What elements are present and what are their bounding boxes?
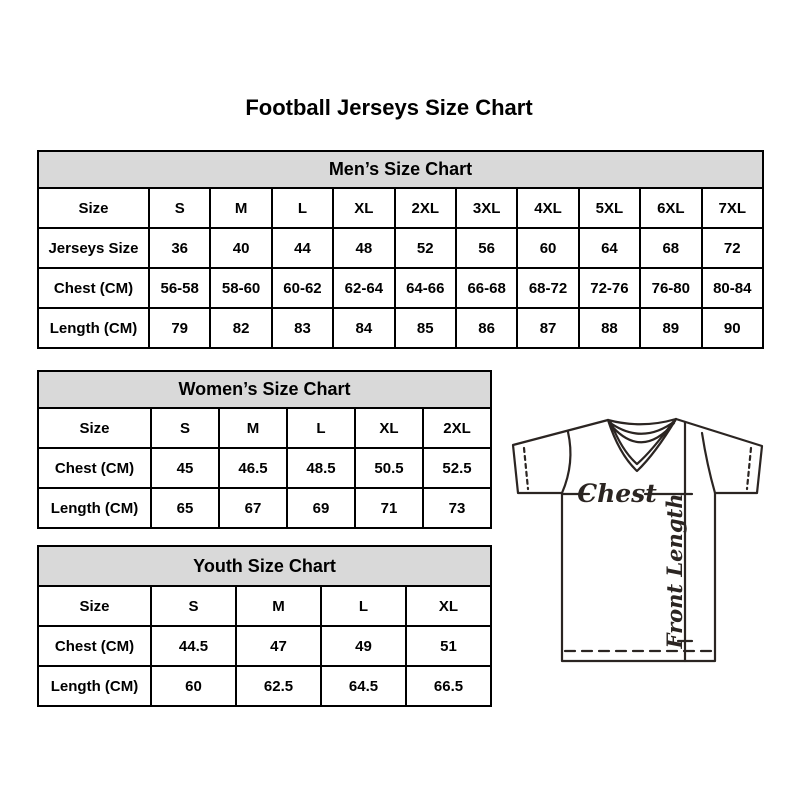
value-cell: 48.5: [287, 448, 355, 488]
value-cell: 84: [333, 308, 394, 348]
value-cell: 44.5: [151, 626, 236, 666]
value-cell: 62-64: [333, 268, 394, 308]
value-cell: 66-68: [456, 268, 517, 308]
table-row: [38, 626, 491, 666]
value-cell: M: [210, 188, 271, 228]
value-cell: M: [236, 586, 321, 626]
jersey-armhole-right-seam: [702, 433, 715, 493]
jersey-measurement-diagram: [505, 413, 771, 667]
row-label-cell: Length (CM): [38, 308, 149, 348]
value-cell: 44: [272, 228, 333, 268]
value-cell: 72-76: [579, 268, 640, 308]
row-label-cell: Size: [38, 188, 149, 228]
row-label-cell: Size: [38, 408, 151, 448]
table-row: [38, 666, 491, 706]
value-cell: 56-58: [149, 268, 210, 308]
row-label-cell: Chest (CM): [38, 626, 151, 666]
value-cell: 58-60: [210, 268, 271, 308]
value-cell: 76-80: [640, 268, 701, 308]
value-cell: 2XL: [395, 188, 456, 228]
value-cell: 5XL: [579, 188, 640, 228]
table-row: [38, 408, 491, 448]
value-cell: 69: [287, 488, 355, 528]
value-cell: 85: [395, 308, 456, 348]
chest-label: Chest: [577, 479, 657, 508]
value-cell: 62.5: [236, 666, 321, 706]
value-cell: 3XL: [456, 188, 517, 228]
value-cell: L: [287, 408, 355, 448]
value-cell: XL: [355, 408, 423, 448]
table-row: [38, 488, 491, 528]
value-cell: 45: [151, 448, 219, 488]
value-cell: 56: [456, 228, 517, 268]
value-cell: 87: [517, 308, 578, 348]
value-cell: 68: [640, 228, 701, 268]
value-cell: 82: [210, 308, 271, 348]
womens-size-table: [37, 370, 492, 529]
table-title: Men’s Size Chart: [38, 151, 763, 188]
jersey-armhole-left-seam: [562, 432, 570, 493]
value-cell: L: [321, 586, 406, 626]
value-cell: 52: [395, 228, 456, 268]
front-length-label: Front Length: [662, 493, 687, 649]
value-cell: 64-66: [395, 268, 456, 308]
value-cell: 2XL: [423, 408, 491, 448]
value-cell: 36: [149, 228, 210, 268]
value-cell: 66.5: [406, 666, 491, 706]
row-label-cell: Chest (CM): [38, 268, 149, 308]
row-label-cell: Length (CM): [38, 488, 151, 528]
value-cell: 68-72: [517, 268, 578, 308]
value-cell: M: [219, 408, 287, 448]
table-row: [38, 228, 763, 268]
row-label-cell: Size: [38, 586, 151, 626]
value-cell: 65: [151, 488, 219, 528]
value-cell: 64.5: [321, 666, 406, 706]
mens-size-table: [37, 150, 764, 349]
value-cell: 4XL: [517, 188, 578, 228]
table-title: Women’s Size Chart: [38, 371, 491, 408]
value-cell: 7XL: [702, 188, 763, 228]
value-cell: 51: [406, 626, 491, 666]
value-cell: 67: [219, 488, 287, 528]
value-cell: 60: [151, 666, 236, 706]
sleeve-cuff-dash-right: [747, 448, 751, 489]
value-cell: 52.5: [423, 448, 491, 488]
value-cell: 60-62: [272, 268, 333, 308]
value-cell: 48: [333, 228, 394, 268]
row-label-cell: Chest (CM): [38, 448, 151, 488]
jersey-outline: [513, 419, 762, 661]
value-cell: L: [272, 188, 333, 228]
value-cell: 71: [355, 488, 423, 528]
table-row: [38, 448, 491, 488]
value-cell: 90: [702, 308, 763, 348]
sleeve-cuff-dash-left: [524, 448, 528, 489]
table-title: Youth Size Chart: [38, 546, 491, 586]
value-cell: XL: [406, 586, 491, 626]
value-cell: 72: [702, 228, 763, 268]
value-cell: 86: [456, 308, 517, 348]
table-row: [38, 188, 763, 228]
value-cell: XL: [333, 188, 394, 228]
table-row: [38, 308, 763, 348]
value-cell: S: [151, 586, 236, 626]
row-label-cell: Length (CM): [38, 666, 151, 706]
value-cell: 73: [423, 488, 491, 528]
table-row: [38, 268, 763, 308]
row-label-cell: Jerseys Size: [38, 228, 149, 268]
youth-size-table: [37, 545, 492, 707]
value-cell: S: [151, 408, 219, 448]
value-cell: 6XL: [640, 188, 701, 228]
value-cell: 40: [210, 228, 271, 268]
value-cell: 60: [517, 228, 578, 268]
value-cell: 46.5: [219, 448, 287, 488]
value-cell: 50.5: [355, 448, 423, 488]
value-cell: 47: [236, 626, 321, 666]
value-cell: 80-84: [702, 268, 763, 308]
value-cell: 49: [321, 626, 406, 666]
table-row: [38, 586, 491, 626]
page-title: Football Jerseys Size Chart: [245, 95, 533, 120]
value-cell: 88: [579, 308, 640, 348]
value-cell: S: [149, 188, 210, 228]
value-cell: 79: [149, 308, 210, 348]
value-cell: 83: [272, 308, 333, 348]
jersey-illustration: [505, 413, 771, 667]
value-cell: 89: [640, 308, 701, 348]
value-cell: 64: [579, 228, 640, 268]
